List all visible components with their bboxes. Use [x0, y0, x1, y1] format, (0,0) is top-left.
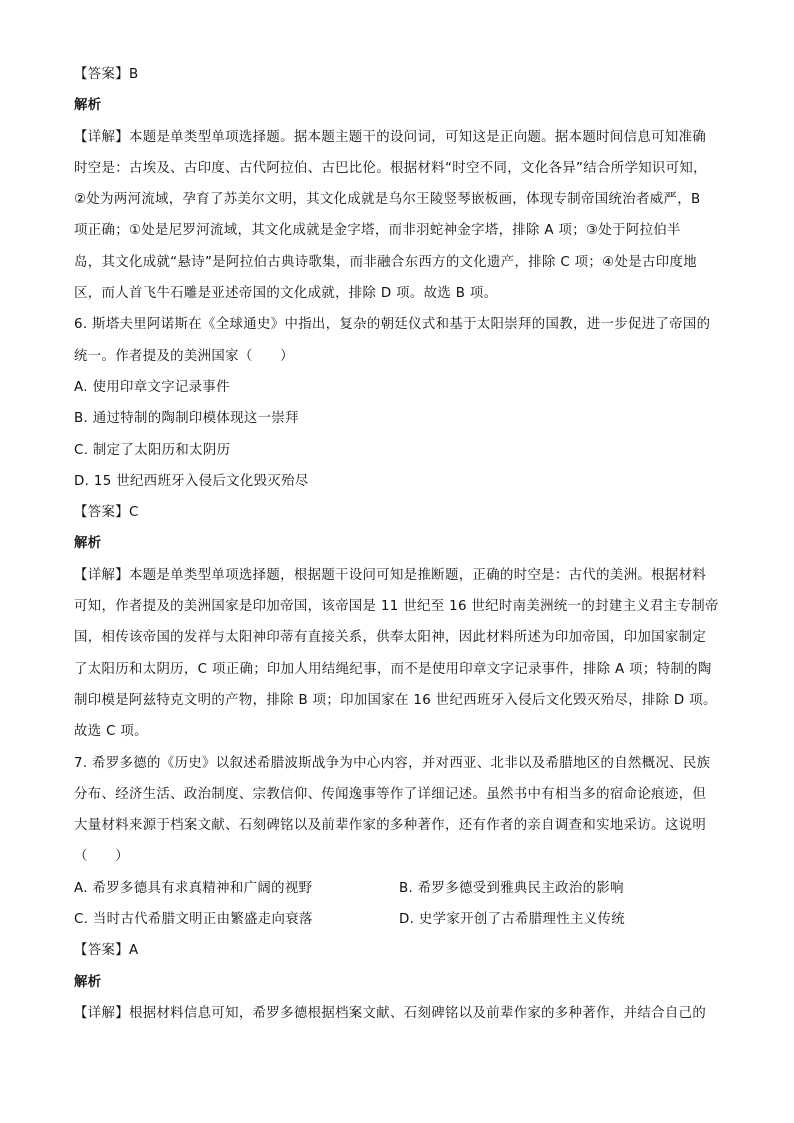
q7-detail-line: 【详解】根据材料信息可知，希罗多德根据档案文献、石刻碑铭以及前辈作家的多种著作，并结合自己的	[74, 1005, 707, 1021]
q5-detail-line: 【详解】本题是单类型单项选择题。据本题主题干的设问词，可知这是正向题。据本题时间信息可知准确	[74, 129, 707, 145]
q6-detail-line: 国，相传该帝国的发祥与太阳神印蒂有直接关系，供奉太阳神，因此材料所述为印加帝国，印加国家制定	[74, 630, 707, 646]
q6-detail-line: 制印模是阿兹特克文明的产物，排除 B 项；印加国家在 16 世纪西班牙入侵后文化毁灭殆尽，排除 D 项。	[74, 692, 717, 708]
q7-stem-line: 大量材料来源于档案文献、石刻碑铭以及前辈作家的多种著作，还有作者的亲自调查和实地采访。这说明	[74, 818, 707, 834]
q7-options-row	[74, 877, 724, 908]
q7-option-b: B. 希罗多德受到雅典民主政治的影响	[399, 880, 624, 896]
q7-answer: 【答案】A	[74, 943, 139, 959]
q6-option-d: D. 15 世纪西班牙入侵后文化毁灭殆尽	[74, 473, 309, 489]
q7-option-a: A. 希罗多德具有求真精神和广阔的视野	[74, 880, 313, 896]
q6-detail-line: 可知，作者提及的美洲国家是印加帝国，该帝国是 11 世纪至 16 世纪时南美洲统一的封建主义君主专制帝	[74, 599, 719, 615]
q6-answer: 【答案】C	[74, 505, 139, 521]
q7-analysis-heading: 解析	[74, 974, 102, 990]
q5-detail-line: ②处为两河流域，孕育了苏美尔文明，其文化成就是乌尔王陵竖琴嵌板画，体现专制帝国统治者威严，B	[74, 192, 701, 208]
q7-stem-line: 分布、经济生活、政治制度、宗教信仰、传闻逸事等作了详细记述。虽然书中有相当多的宿命论痕迹，但	[74, 786, 707, 802]
q6-stem-line: 统一。作者提及的美洲国家（ ）	[74, 348, 294, 364]
q5-detail-line: 区，而人首飞牛石雕是亚述帝国的文化成就，排除 D 项。故选 B 项。	[74, 286, 498, 302]
q6-option-c: C. 制定了太阳历和太阴历	[74, 442, 231, 458]
q5-detail-line: 时空是：古埃及、古印度、古代阿拉伯、古巴比伦。根据材料“时空不同，文化各异”结合所学知识可知，	[74, 160, 707, 176]
page-content	[74, 63, 724, 1033]
q6-detail-line: 了太阳历和太阴历，C 项正确；印加人用结绳纪事，而不是使用印章文字记录事件，排除 A 项；特制的陶	[74, 661, 712, 677]
q6-detail-line: 【详解】本题是单类型单项选择题，根据题干设问可知是推断题，正确的时空是：古代的美洲。根据材料	[74, 567, 707, 583]
q6-analysis-heading: 解析	[74, 536, 102, 552]
q5-answer: 【答案】B	[74, 67, 139, 82]
q7-stem-line: 7. 希罗多德的《历史》以叙述希腊波斯战争为中心内容，并对西亚、北非以及希腊地区的自然概况、民族	[74, 755, 711, 771]
q7-stem-line: （ ）	[74, 849, 129, 865]
q7-option-d: D. 史学家开创了古希腊理性主义传统	[399, 912, 625, 928]
q5-detail-line: 项正确；①处是尼罗河流域，其文化成就是金字塔，而非羽蛇神金字塔，排除 A 项；③处于阿拉伯半	[74, 223, 681, 239]
q6-detail-line: 故选 C 项。	[74, 724, 148, 740]
q7-option-c: C. 当时古代希腊文明正由繁盛走向衰落	[74, 912, 313, 928]
q6-option-a: A. 使用印章文字记录事件	[74, 379, 230, 395]
q5-detail-line: 岛，其文化成就“悬诗”是阿拉伯古典诗歌集，而非融合东西方的文化遗产，排除 C 项；④处是古印度地	[74, 254, 697, 270]
q7-options-row	[74, 908, 724, 939]
q6-stem-line: 6. 斯塔夫里阿诺斯在《全球通史》中指出，复杂的朝廷仪式和基于太阳崇拜的国教，进一步促进了帝国的	[74, 317, 711, 333]
q6-option-b: B. 通过特制的陶制印模体现这一崇拜	[74, 411, 299, 427]
q5-analysis-heading: 解析	[74, 98, 102, 114]
